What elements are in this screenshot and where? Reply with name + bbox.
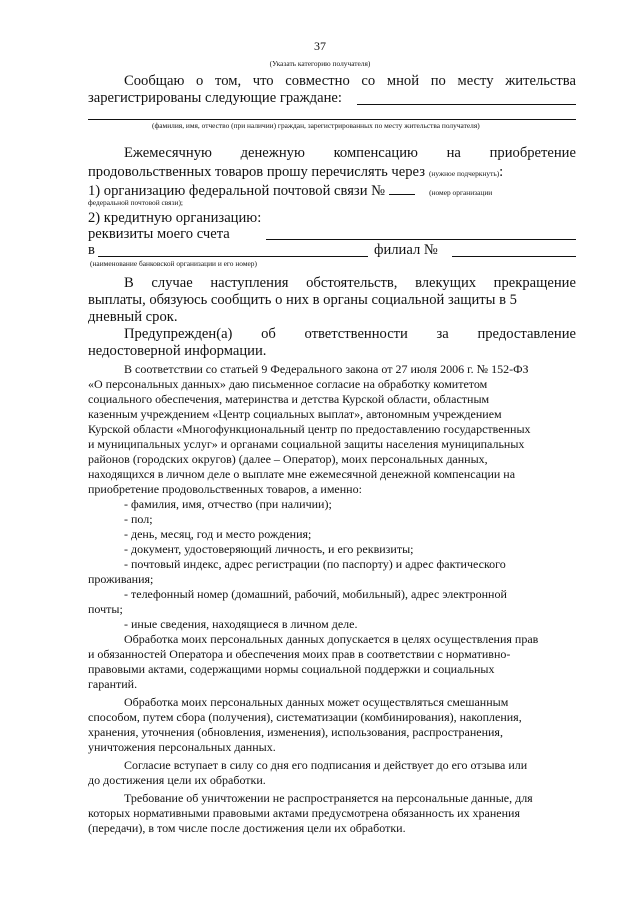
- methods-line: Обработка моих персональных данных может осуществляться смешанным: [124, 695, 509, 709]
- purpose-line: правовыми актами, содержащими нормы социальной поддержки и социальных: [88, 662, 495, 676]
- consent-line: социального обеспечения, материнства и детства Курской области, областным: [88, 392, 490, 406]
- validity-line: до достижения цели их обработки.: [88, 773, 266, 787]
- warning-line-2: недостоверной информации.: [88, 343, 267, 359]
- justified-word: наступления: [210, 275, 289, 291]
- option-1-note-a: (номер организации: [429, 188, 493, 197]
- data-item: - фамилия, имя, отчество (при наличии);: [124, 497, 332, 511]
- compensation-line-2: [88, 164, 503, 180]
- justified-word: денежную: [240, 145, 305, 161]
- page-number: 37: [314, 39, 326, 53]
- justified-word: В: [124, 275, 134, 291]
- account-blank[interactable]: [266, 239, 576, 240]
- data-item: - телефонный номер (домашний, рабочий, мобильный), адрес электронной: [124, 587, 507, 601]
- bank-caption: (наименование банковской организации и его номер): [90, 259, 257, 268]
- postal-number-blank[interactable]: [389, 182, 415, 195]
- intro-line-1: [124, 74, 576, 89]
- branch-label: филиал №: [374, 242, 438, 258]
- warning-line-1: [124, 327, 576, 342]
- circumstances-line-3: дневный срок.: [88, 309, 178, 325]
- circumstances-line-2: выплаты, обязуюсь сообщить о них в органы социальной защиты в 5: [88, 292, 517, 308]
- consent-line: приобретение продовольственных товаров, а именно:: [88, 482, 362, 496]
- residents-blank-2[interactable]: [88, 119, 576, 120]
- justified-word: совместно: [285, 73, 350, 89]
- colon: :: [499, 164, 504, 180]
- consent-line: Курской области «Многофункциональный центр по предоставлению государственных: [88, 422, 531, 436]
- justified-word: о: [196, 73, 204, 89]
- option-1-text: 1) организацию федеральной почтовой связи №: [88, 183, 386, 199]
- bank-name-blank[interactable]: [98, 256, 368, 257]
- compensation-line-1: [124, 146, 576, 161]
- justified-word: том,: [215, 73, 242, 89]
- data-item: - день, месяц, год и место рождения;: [124, 527, 312, 541]
- category-caption: (Указать категорию получателя): [269, 59, 371, 68]
- bank-prefix: в: [88, 242, 95, 258]
- justified-word: компенсацию: [333, 145, 418, 161]
- justified-word: на: [446, 145, 461, 161]
- data-item: проживания;: [88, 572, 154, 586]
- data-item: - иные сведения, находящиеся в личном деле.: [124, 617, 358, 631]
- residents-caption: (фамилия, имя, отчество (при наличии) граждан, зарегистрированных по месту жительства получателя): [152, 121, 480, 130]
- data-item: - почтовый индекс, адрес регистрации (по паспорту) и адрес фактического: [124, 557, 506, 571]
- destruction-line: (передачи), в том числе после достижения цели их обработки.: [88, 821, 406, 835]
- methods-line: хранения, уточнения (обновления, изменения), использования, распространения,: [88, 725, 503, 739]
- justified-word: жительства: [505, 73, 576, 89]
- consent-line: казенным учреждением «Центр социальных выплат», автономным учреждением: [88, 407, 502, 421]
- branch-number-blank[interactable]: [452, 256, 576, 257]
- validity-line: Согласие вступает в силу со дня его подписания и действует до его отзыва или: [124, 758, 528, 772]
- justified-word: об: [261, 326, 276, 342]
- intro-line-2: зарегистрированы следующие граждане:: [88, 90, 342, 106]
- destruction-line: Требование об уничтожении не распространяется на персональные данные, для: [124, 791, 533, 805]
- consent-line: и муниципальных услуг» и органами социальной защиты населения муниципальных: [88, 437, 525, 451]
- purpose-line: гарантий.: [88, 677, 138, 691]
- purpose-line: и обязанностей Оператора и обеспечения моих прав в соответствии с нормативно-: [88, 647, 511, 661]
- option-1-note-b: федеральной почтовой связи);: [88, 198, 183, 207]
- data-item: - документ, удостоверяющий личность, и его реквизиты;: [124, 542, 414, 556]
- justified-word: Предупрежден(а): [124, 326, 233, 342]
- justified-word: за: [436, 326, 449, 342]
- justified-word: случае: [151, 275, 193, 291]
- residents-blank[interactable]: [357, 104, 576, 105]
- option-2: 2) кредитную организацию:: [88, 210, 262, 226]
- purpose-line: Обработка моих персональных данных допускается в целях осуществления прав: [124, 632, 539, 646]
- compensation-line-2-text: продовольственных товаров прошу перечислять через: [88, 164, 425, 180]
- underline-note: (нужное подчеркнуть): [428, 169, 500, 178]
- justified-word: влекущих: [415, 275, 477, 291]
- justified-word: мной: [386, 73, 420, 89]
- data-item: - пол;: [124, 512, 153, 526]
- justified-word: приобретение: [489, 145, 576, 161]
- justified-word: прекращение: [493, 275, 576, 291]
- circumstances-line-1: [124, 276, 576, 291]
- justified-word: со: [361, 73, 376, 89]
- destruction-line: которых нормативными правовыми актами предусмотрена обязанность их хранения: [88, 806, 520, 820]
- justified-word: что: [252, 73, 274, 89]
- consent-line: «О персональных данных» даю письменное согласие на обработку комитетом: [88, 377, 488, 391]
- justified-word: ответственности: [304, 326, 408, 342]
- methods-line: уничтожения персональных данных.: [88, 740, 276, 754]
- justified-word: Сообщаю: [124, 73, 185, 89]
- consent-line: В соответствии со статьей 9 Федерального закона от 27 июля 2006 г. № 152-ФЗ: [124, 362, 529, 376]
- justified-word: по: [430, 73, 446, 89]
- account-label: реквизиты моего счета: [88, 226, 230, 242]
- option-1: [88, 182, 492, 199]
- justified-word: Ежемесячную: [124, 145, 212, 161]
- consent-line: районов (городских округов) (далее – Оператор), моих персональных данных,: [88, 452, 488, 466]
- methods-line: способом, путем сбора (получения), систематизации (комбинирования), накопления,: [88, 710, 522, 724]
- consent-line: находящихся в личном деле о выплате мне ежемесячной денежной компенсации на: [88, 467, 516, 481]
- justified-word: предоставление: [477, 326, 576, 342]
- justified-word: месту: [457, 73, 494, 89]
- justified-word: обстоятельств,: [306, 275, 398, 291]
- data-item: почты;: [88, 602, 123, 616]
